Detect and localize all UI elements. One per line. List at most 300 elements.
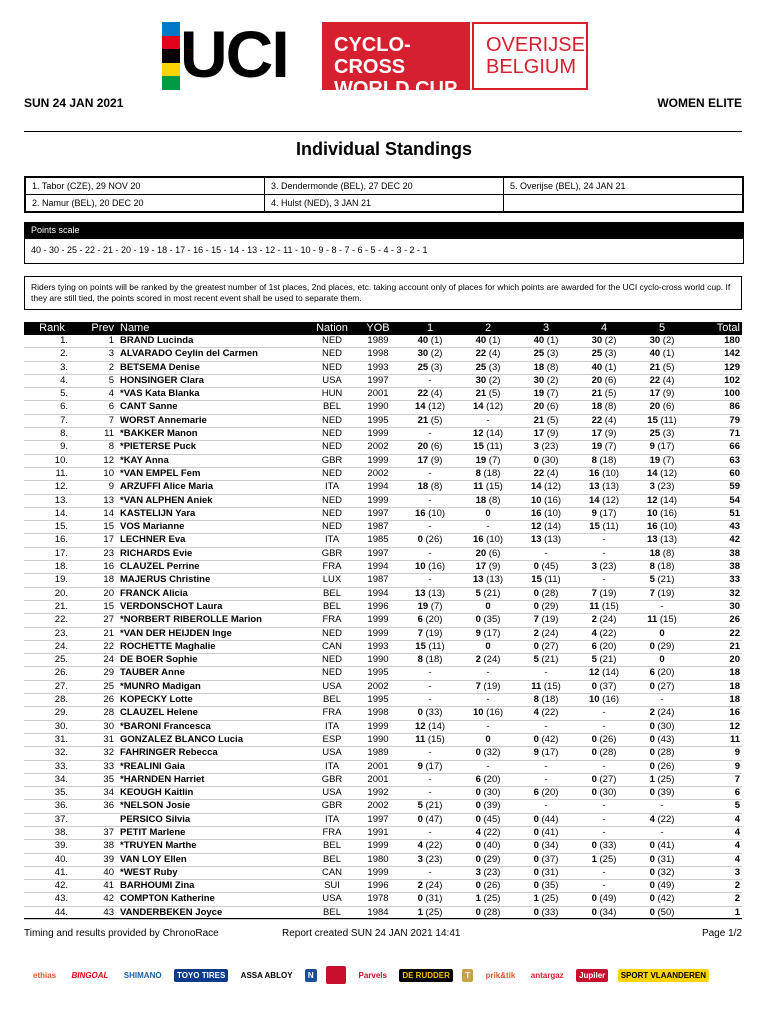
event-5: 30 (2) xyxy=(649,335,675,346)
event-4: 0 (34) xyxy=(591,906,617,918)
event-3: 0 (35) xyxy=(533,880,559,892)
table-row xyxy=(24,854,742,867)
event-4: 8 (18) xyxy=(591,454,617,466)
nation: HUN xyxy=(321,388,343,400)
event-2: 21 (5) xyxy=(475,388,501,400)
event-5: - xyxy=(660,694,664,706)
total: 18 xyxy=(729,694,740,706)
rank: 9. xyxy=(60,441,68,453)
event-3: 21 (5) xyxy=(533,414,559,426)
rider-name: HONSINGER Clara xyxy=(120,374,204,386)
event-2: 5 (21) xyxy=(475,587,501,599)
total: 38 xyxy=(729,547,740,559)
prev: 30 xyxy=(103,720,114,732)
event-4: 14 (12) xyxy=(588,494,620,506)
total: 3 xyxy=(734,866,740,878)
event-1: 11 (15) xyxy=(415,733,445,745)
prev: 18 xyxy=(103,574,114,586)
prev: 37 xyxy=(103,826,114,838)
rank: 29. xyxy=(54,707,68,719)
rank: 26. xyxy=(54,667,68,679)
event-5: 0 (29) xyxy=(649,640,675,652)
event-5: 0 (41) xyxy=(649,840,675,852)
total: 33 xyxy=(729,574,740,586)
total: 60 xyxy=(729,467,740,479)
rank: 13. xyxy=(54,494,68,506)
event-1: 7 (19) xyxy=(417,627,443,639)
points-scale-box xyxy=(24,222,744,264)
prev: 28 xyxy=(103,707,114,719)
table-row xyxy=(24,348,742,361)
yob: 1999 xyxy=(367,428,389,440)
event-3: 1 (25) xyxy=(533,893,559,905)
prev: 15 xyxy=(103,600,114,612)
total: 16 xyxy=(729,707,740,719)
total: 129 xyxy=(724,361,740,373)
table-row xyxy=(24,362,742,375)
event-3: 0 (42) xyxy=(533,733,559,745)
table-row xyxy=(24,388,742,401)
event-3: - xyxy=(544,800,548,812)
nation: ESP xyxy=(322,733,342,745)
event-4: 1 (25) xyxy=(591,853,617,865)
rider-name: DE BOER Sophie xyxy=(120,654,198,666)
rider-name: *VAN EMPEL Fem xyxy=(120,467,201,479)
rider-name: BARHOUMI Zina xyxy=(120,880,195,892)
event-2: 0 (35) xyxy=(475,614,501,626)
total: 1 xyxy=(734,906,740,918)
rank: 39. xyxy=(54,840,68,852)
rider-name: BRAND Lucinda xyxy=(120,335,194,346)
table-row xyxy=(24,721,742,734)
rider-name: *MUNRO Madigan xyxy=(120,680,201,692)
points-scale-label: Points scale xyxy=(25,223,743,239)
yob: 1999 xyxy=(367,840,389,852)
event-4: 6 (20) xyxy=(591,640,617,652)
event-5: 18 (8) xyxy=(649,547,675,559)
event-4: 7 (19) xyxy=(591,587,617,599)
page-number: Page 1/2 xyxy=(701,928,742,939)
prev: 1 xyxy=(108,335,114,346)
nation: BEL xyxy=(323,694,341,706)
nation: LUX xyxy=(322,574,342,586)
event-2: 19 (7) xyxy=(475,454,501,466)
event-4: 5 (21) xyxy=(591,654,617,666)
rank: 24. xyxy=(54,640,68,652)
prev: 6 xyxy=(108,401,114,413)
event-3: - xyxy=(544,773,548,785)
event-3: 17 (9) xyxy=(533,428,559,440)
nation: USA xyxy=(322,787,342,799)
total: 7 xyxy=(734,773,740,785)
rider-name: TAUBER Anne xyxy=(120,667,185,679)
yob: 1999 xyxy=(367,494,389,506)
total: 4 xyxy=(734,826,740,838)
prev: 7 xyxy=(108,414,114,426)
event-2: 0 xyxy=(485,507,491,519)
table-row xyxy=(24,401,742,414)
table-row xyxy=(24,441,742,454)
col-name: Name xyxy=(120,322,150,334)
event-3: 14 (12) xyxy=(530,481,562,493)
yob: 1994 xyxy=(367,561,389,573)
rank: 10. xyxy=(54,454,68,466)
rider-name: ALVARADO Ceylin del Carmen xyxy=(120,348,258,360)
yob: 1989 xyxy=(367,335,389,346)
total: 54 xyxy=(729,494,740,506)
sponsor-logo: SPORT VLAANDEREN xyxy=(618,969,709,982)
event-2: 3 (23) xyxy=(475,866,501,878)
table-row xyxy=(24,468,742,481)
event-1: 0 (33) xyxy=(417,707,443,719)
event-5: 0 (27) xyxy=(649,680,675,692)
event-5: 3 (23) xyxy=(649,481,675,493)
event-4: 3 (23) xyxy=(591,561,617,573)
divider xyxy=(24,131,742,132)
event-5: 0 (50) xyxy=(649,906,675,918)
yob: 1989 xyxy=(367,747,389,759)
col-rank: Rank xyxy=(39,322,65,334)
nation: USA xyxy=(322,893,342,905)
yob: 2001 xyxy=(367,388,389,400)
event-2: 0 (32) xyxy=(475,747,501,759)
rider-name: GONZALEZ BLANCO Lucia xyxy=(120,733,243,745)
event-3: 10 (16) xyxy=(530,494,562,506)
sponsor-logo: SHIMANO xyxy=(123,970,162,980)
total: 180 xyxy=(724,335,740,346)
rider-name: *NORBERT RIBEROLLE Marion xyxy=(120,614,262,626)
sponsor-logo: TOYO TIRES xyxy=(174,969,228,982)
rider-name: ARZUFFI Alice Maria xyxy=(120,481,214,493)
event-5: 0 (42) xyxy=(649,893,675,905)
event-3: 0 (29) xyxy=(533,600,559,612)
event-3: - xyxy=(544,667,548,679)
nation: NED xyxy=(321,654,343,666)
event-3: 30 (2) xyxy=(533,374,559,386)
col-4: 4 xyxy=(600,322,608,334)
location-badge: OVERIJSE BELGIUM xyxy=(472,22,588,90)
event-5: 6 (20) xyxy=(649,667,675,679)
event-2: 0 (30) xyxy=(475,787,501,799)
event-4: 0 (26) xyxy=(591,733,617,745)
nation: USA xyxy=(322,680,342,692)
sponsor-logo: antargaz xyxy=(530,970,564,980)
yob: 2002 xyxy=(367,467,389,479)
rider-name: VOS Marianne xyxy=(120,521,185,533)
event-5: 14 (12) xyxy=(646,467,678,479)
event-1: - xyxy=(428,773,432,785)
nation: GBR xyxy=(321,800,343,812)
table-row xyxy=(24,787,742,800)
total: 9 xyxy=(734,760,740,772)
nation: BEL xyxy=(323,600,341,612)
event-4: 15 (11) xyxy=(589,521,619,533)
rider-name: KASTELIJN Yara xyxy=(120,507,196,519)
event-3: 8 (18) xyxy=(533,694,559,706)
sponsor-logo: prik&tik xyxy=(485,970,516,980)
event-3: 6 (20) xyxy=(533,787,559,799)
total: 32 xyxy=(729,587,740,599)
nation: BEL xyxy=(323,401,341,413)
table-row xyxy=(24,495,742,508)
event-5: 15 (11) xyxy=(647,414,677,426)
rider-name: COMPTON Katherine xyxy=(120,893,215,905)
event-3: 0 (27) xyxy=(533,640,559,652)
total: 38 xyxy=(729,561,740,573)
col-prev: Prev xyxy=(91,322,114,334)
yob: 1993 xyxy=(367,640,389,652)
total: 6 xyxy=(734,787,740,799)
event-1: 18 (8) xyxy=(417,481,443,493)
yob: 1993 xyxy=(367,361,389,373)
event-5: 4 (22) xyxy=(649,813,675,825)
event-4: 30 (2) xyxy=(591,335,617,346)
prev: 35 xyxy=(103,773,114,785)
event-5: 2 (24) xyxy=(649,707,675,719)
yob: 1995 xyxy=(367,667,389,679)
prev: 14 xyxy=(103,507,114,519)
prev: 36 xyxy=(103,800,114,812)
table-row xyxy=(24,548,742,561)
nation: NED xyxy=(321,667,343,679)
event-1: - xyxy=(428,826,432,838)
total: 4 xyxy=(734,853,740,865)
table-row xyxy=(24,601,742,614)
yob: 1984 xyxy=(367,906,389,918)
report-created: Report created SUN 24 JAN 2021 14:41 xyxy=(282,928,461,939)
rank: 4. xyxy=(60,374,68,386)
table-row xyxy=(24,747,742,760)
rank: 41. xyxy=(54,866,68,878)
table-body xyxy=(24,335,742,920)
rider-name: PERSICO Silvia xyxy=(120,813,191,825)
yob: 1995 xyxy=(367,694,389,706)
yob: 1990 xyxy=(367,733,389,745)
points-scale-values: 40 - 30 - 25 - 22 - 21 - 20 - 19 - 18 - 17 - 16 - 15 - 14 - 13 - 12 - 11 - 10 - 9 - 8 - 7 - 6 - 5 - 4 - 3 - 2 - 1 xyxy=(31,245,428,255)
rank: 18. xyxy=(54,561,68,573)
prev: 38 xyxy=(103,840,114,852)
nation: GBR xyxy=(321,547,343,559)
rider-name: CLAUZEL Perrine xyxy=(120,561,200,573)
rider-name: *KAY Anna xyxy=(120,454,169,466)
event-1: 5 (21) xyxy=(417,800,443,812)
event-5: 0 (32) xyxy=(649,866,675,878)
event-3: 25 (3) xyxy=(533,348,559,360)
event-1: 1 (25) xyxy=(417,906,443,918)
event-4: - xyxy=(602,574,606,586)
rider-name: RICHARDS Evie xyxy=(120,547,193,559)
prev: 21 xyxy=(103,627,114,639)
rank: 35. xyxy=(54,787,68,799)
prev: 3 xyxy=(108,348,114,360)
yob: 1999 xyxy=(367,720,389,732)
prev: 20 xyxy=(103,587,114,599)
prev: 34 xyxy=(103,787,114,799)
event-5: 5 (21) xyxy=(649,574,675,586)
uci-wordmark: UCI xyxy=(180,17,288,91)
event-5: 9 (17) xyxy=(649,441,675,453)
event-4: 0 (37) xyxy=(591,680,617,692)
table-header xyxy=(24,322,742,335)
yob: 1980 xyxy=(367,853,389,865)
yob: 1998 xyxy=(367,348,389,360)
event-2: 30 (2) xyxy=(475,374,501,386)
event-4: 0 (49) xyxy=(591,893,617,905)
event-1: 25 (3) xyxy=(417,361,443,373)
rank: 28. xyxy=(54,694,68,706)
nation: CAN xyxy=(321,640,343,652)
rank: 25. xyxy=(54,654,68,666)
yob: 1998 xyxy=(367,707,389,719)
yob: 1990 xyxy=(367,654,389,666)
event-3: - xyxy=(544,720,548,732)
total: 79 xyxy=(729,414,740,426)
col-nation: Nation xyxy=(316,322,348,334)
table-row xyxy=(24,508,742,521)
rank: 31. xyxy=(54,733,68,745)
nation: BEL xyxy=(323,587,341,599)
event-2: - xyxy=(486,694,490,706)
nation: FRA xyxy=(322,614,342,626)
rider-name: *VAS Kata Blanka xyxy=(120,388,200,400)
nation: NED xyxy=(321,361,343,373)
nation: NED xyxy=(321,467,343,479)
prev: 4 xyxy=(108,388,114,400)
event-1: - xyxy=(428,694,432,706)
rider-name: VANDERBEKEN Joyce xyxy=(120,906,223,918)
rank: 42. xyxy=(54,880,68,892)
event-2: 0 xyxy=(485,640,491,652)
event-5: 11 (15) xyxy=(647,614,677,626)
rider-name: KEOUGH Kaitlin xyxy=(120,787,194,799)
event-3: 20 (6) xyxy=(533,401,559,413)
rank: 16. xyxy=(54,534,68,546)
yob: 1994 xyxy=(367,587,389,599)
rider-name: FRANCK Alicia xyxy=(120,587,188,599)
event-cell xyxy=(504,195,743,212)
nation: ITA xyxy=(324,534,340,546)
col-total: Total xyxy=(716,322,740,334)
nation: NED xyxy=(321,428,343,440)
event-3: 0 (45) xyxy=(533,561,559,573)
rank: 19. xyxy=(54,574,68,586)
event-4: 4 (22) xyxy=(591,627,617,639)
nation: NED xyxy=(321,507,343,519)
prev: 43 xyxy=(103,906,114,918)
table-row xyxy=(24,641,742,654)
rider-name: LECHNER Eva xyxy=(120,534,186,546)
rank: 40. xyxy=(54,853,68,865)
sponsor-logo: Parvels xyxy=(358,970,387,980)
prev: 27 xyxy=(103,614,114,626)
prev: 9 xyxy=(108,481,114,493)
event-4: 12 (14) xyxy=(588,667,620,679)
event-2: 0 (29) xyxy=(475,853,501,865)
rider-name: *BARONI Francesca xyxy=(120,720,211,732)
yob: 1999 xyxy=(367,454,389,466)
nation: FRA xyxy=(322,707,342,719)
nation: ITA xyxy=(324,813,340,825)
event-5: 10 (16) xyxy=(646,507,678,519)
event-4: - xyxy=(602,720,606,732)
col-yob: YOB xyxy=(366,322,390,334)
rank: 43. xyxy=(54,893,68,905)
rank: 6. xyxy=(60,401,68,413)
event-2: 40 (1) xyxy=(475,335,501,346)
total: 4 xyxy=(734,813,740,825)
event-4: 21 (5) xyxy=(591,388,617,400)
table-row xyxy=(24,628,742,641)
rank: 14. xyxy=(54,507,68,519)
event-cell: 1. Tabor (CZE), 29 NOV 20 xyxy=(26,178,265,195)
event-2: 0 (39) xyxy=(475,800,501,812)
event-5: 17 (9) xyxy=(649,388,675,400)
rank: 44. xyxy=(54,906,68,918)
rank: 23. xyxy=(54,627,68,639)
table-row xyxy=(24,415,742,428)
table-row xyxy=(24,335,742,348)
rider-name: *PIETERSE Puck xyxy=(120,441,197,453)
rank: 22. xyxy=(54,614,68,626)
event-2: 7 (19) xyxy=(475,680,501,692)
event-1: 21 (5) xyxy=(417,414,443,426)
table-row xyxy=(24,614,742,627)
rider-name: *VAN ALPHEN Aniek xyxy=(120,494,213,506)
rider-name: PETIT Marlene xyxy=(120,826,186,838)
event-1: 10 (16) xyxy=(414,561,446,573)
event-3: 2 (24) xyxy=(533,627,559,639)
yob: 1990 xyxy=(367,401,389,413)
event-2: 0 xyxy=(485,733,491,745)
nation: SUI xyxy=(324,880,340,892)
event-5: 22 (4) xyxy=(649,374,675,386)
uci-logo xyxy=(162,17,588,100)
event-4: 16 (10) xyxy=(588,467,620,479)
rank: 32. xyxy=(54,747,68,759)
sponsor-logo: ethias xyxy=(33,970,57,980)
event-5: 13 (13) xyxy=(646,534,678,546)
nation: GBR xyxy=(321,454,343,466)
event-3: 13 (13) xyxy=(530,534,562,546)
sponsor-logo: ASSA ABLOY xyxy=(240,970,293,980)
event-1: - xyxy=(428,494,432,506)
event-cell: 5. Overijse (BEL), 24 JAN 21 xyxy=(504,178,743,195)
yob: 1994 xyxy=(367,481,389,493)
total: 42 xyxy=(729,534,740,546)
event-5: - xyxy=(660,826,664,838)
rank: 15. xyxy=(54,521,68,533)
event-4: 19 (7) xyxy=(591,441,617,453)
event-2: 4 (22) xyxy=(475,826,501,838)
nation: NED xyxy=(321,627,343,639)
event-5: 19 (7) xyxy=(649,454,675,466)
rank: 36. xyxy=(54,800,68,812)
event-5: 21 (5) xyxy=(649,361,675,373)
rank: 17. xyxy=(54,547,68,559)
rank: 12. xyxy=(54,481,68,493)
total: 2 xyxy=(734,893,740,905)
rainbow-stripes xyxy=(162,22,180,90)
nation: NED xyxy=(321,414,343,426)
total: 59 xyxy=(729,481,740,493)
total: 20 xyxy=(729,654,740,666)
yob: 2002 xyxy=(367,441,389,453)
prev: 13 xyxy=(103,494,114,506)
prev: 29 xyxy=(103,667,114,679)
nation: NED xyxy=(321,441,343,453)
event-3: 18 (8) xyxy=(533,361,559,373)
prev: 17 xyxy=(103,534,114,546)
